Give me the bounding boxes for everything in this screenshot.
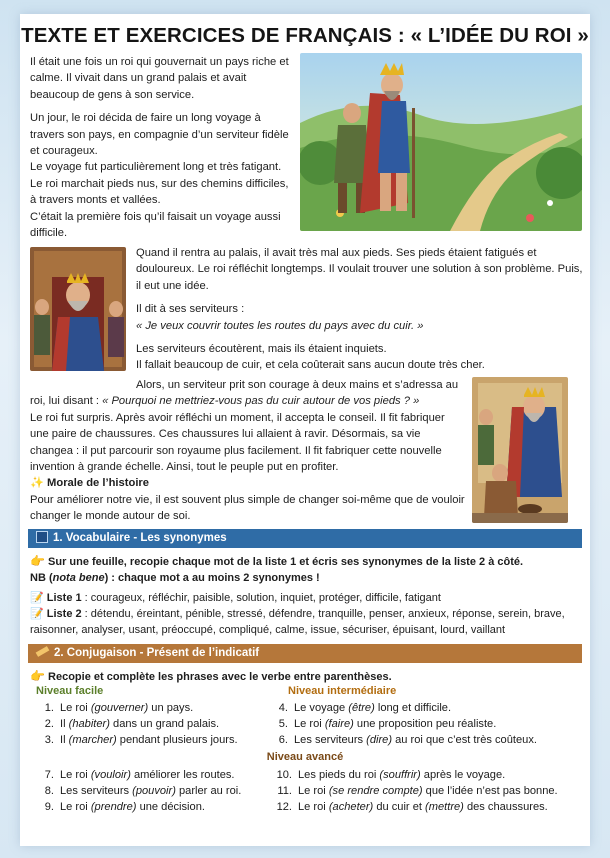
vocab-list-2: 📝 Liste 2 : détendu, éreintant, pénible, stressé, défendre, tranquille, penser, anxieux, réponse, serein, brave, raisonner, analyser, usant, préoccupé, compliqué, calme, issue, sécuriser, épuisant, lourd, vaillant: [30, 608, 565, 636]
moral-title: ✨ Morale de l’histoire: [30, 477, 150, 490]
exercise-item: 2. Il (habiter) dans un grand palais.: [44, 718, 220, 731]
exercise-mid: [270, 700, 537, 749]
level-mid-label: Niveau intermédiaire: [288, 685, 397, 697]
exercise-item: 11. Le roi (se rendre compte) que l’idée n’est pas bonne.: [277, 785, 558, 798]
page-title: TEXTE ET EXERCICES DE FRANÇAIS : « L’IDÉE DU ROI »: [21, 24, 589, 47]
story-intro: [30, 54, 292, 241]
exercise-item: 6. Les serviteurs (dire) au roi que c’est très coûteux.: [278, 734, 537, 747]
conj-instruction: 👉 Recopie et complète les phrases avec le verbe entre parenthèses.: [30, 669, 392, 683]
worksheet-page: [20, 14, 590, 846]
story-paragraph-7: Les serviteurs écoutèrent, mais ils étaient inquiets.: [136, 343, 387, 356]
exercise-easy: [36, 700, 238, 749]
story-paragraph-4: C’était la première fois qu’il faisait un voyage aussi difficile.: [30, 210, 281, 240]
exercise-item: 10. Les pieds du roi (souffrir) après le voyage.: [276, 769, 506, 781]
conj-section-header: 2. Conjugaison - Présent de l’indicatif: [28, 644, 582, 663]
pencil-paper-icon: 📝: [30, 608, 44, 620]
illustration-king-journey: [300, 53, 582, 231]
exercise-item: 9. Le roi (prendre) une décision.: [44, 801, 205, 814]
exercise-item: 5. Le roi (faire) une proposition peu réaliste.: [278, 718, 497, 731]
book-icon: [36, 531, 48, 543]
story-paragraph-6: Il dit à ses serviteurs :: [136, 303, 245, 316]
story-paragraph-3: Le voyage fut particulièrement long et très fatigant. Le roi marchait pieds nus, sur des chemins difficiles, à travers monts et vallées.: [30, 161, 289, 207]
pencil-paper-icon: 📝: [30, 592, 44, 604]
vocab-instruction: 👉 Sur une feuille, recopie chaque mot de la liste 1 et écris ses synonymes de la liste 2 à côté.: [30, 554, 524, 568]
level-easy-label: Niveau facile: [36, 685, 104, 697]
story-quote-servant: « Pourquoi ne mettriez-vous pas du cuir autour de vos pieds ? »: [102, 395, 420, 408]
illustration-king-throne: [30, 247, 126, 371]
vocab-section-header: 1. Vocabulaire - Les synonymes: [28, 529, 582, 548]
pencil-icon: [36, 646, 50, 657]
story-paragraph-8: Il fallait beaucoup de cuir, et cela coûterait sans aucun doute très cher.: [136, 359, 485, 372]
exercise-item: 12. Le roi (acheter) du cuir et (mettre) des chaussures.: [276, 801, 548, 814]
story-paragraph-9: Alors, un serviteur prit son courage à deux mains et s’adressa au roi, lui disant : « Pourquoi ne mettriez-vous pas du cuir autour de vos pieds ? »: [30, 379, 459, 408]
exercise-adv-right: [274, 767, 558, 816]
vocab-content: [30, 553, 582, 638]
moral-text: Pour améliorer notre vie, il est souvent plus simple de changer soi-même que de vouloir changer le monde autour de soi.: [30, 493, 465, 523]
exercise-item: 7. Le roi (vouloir) améliorer les routes.: [44, 769, 235, 781]
vocab-note: NB (nota bene) : chaque mot a au moins 2 synonymes !: [30, 572, 320, 584]
story-quote-king: « Je veux couvrir toutes les routes du pays avec du cuir. »: [136, 319, 424, 332]
illustration-shoes: [472, 377, 568, 523]
story-paragraph-5: Quand il rentra au palais, il avait très mal aux pieds. Ses pieds étaient fatigués et douloureux. Le roi réfléchit longtemps. Il voulait trouver une solution à son problème. Puis, il eut une idée.: [136, 247, 583, 292]
sparkle-icon: ✨: [30, 477, 44, 490]
story-ending: [30, 377, 466, 525]
pointing-hand-icon: 👉: [30, 554, 45, 568]
story-middle: [136, 245, 584, 374]
exercise-item: 1. Le roi (gouverner) un pays.: [44, 702, 194, 714]
exercise-item: 4. Le voyage (être) long et difficile.: [278, 702, 452, 714]
story-paragraph-1: Il était une fois un roi qui gouvernait un pays riche et calme. Il vivait dans un grand palais et avait beaucoup de gens à son service.: [30, 56, 289, 101]
pointing-hand-icon: 👉: [30, 669, 45, 683]
level-advanced-label: Niveau avancé: [266, 751, 344, 763]
exercise-item: 3. Il (marcher) pendant plusieurs jours.: [44, 734, 238, 747]
story-paragraph-10: Le roi fut surpris. Après avoir réfléchi un moment, il accepta le conseil. Il fit fabriquer une paire de chaussures. Ces chaussures lui allaient à ravir. Désormais, sa vie changea : il put parcourir son royaume plus facilement. Il fit fabriquer cette nouvelle invention à grande échelle. Ainsi, tout le peuple put en profiter.: [30, 411, 445, 474]
exercise-adv-left: [36, 767, 241, 816]
exercise-item: 8. Les serviteurs (pouvoir) parler au roi.: [44, 785, 242, 798]
vocab-list-1: 📝 Liste 1 : courageux, réfléchir, paisible, solution, inquiet, protéger, difficile, fatigant: [30, 592, 441, 604]
story-paragraph-2: Un jour, le roi décida de faire un long voyage à travers son pays, en compagnie d’un serviteur fidèle et courageux.: [30, 112, 289, 158]
